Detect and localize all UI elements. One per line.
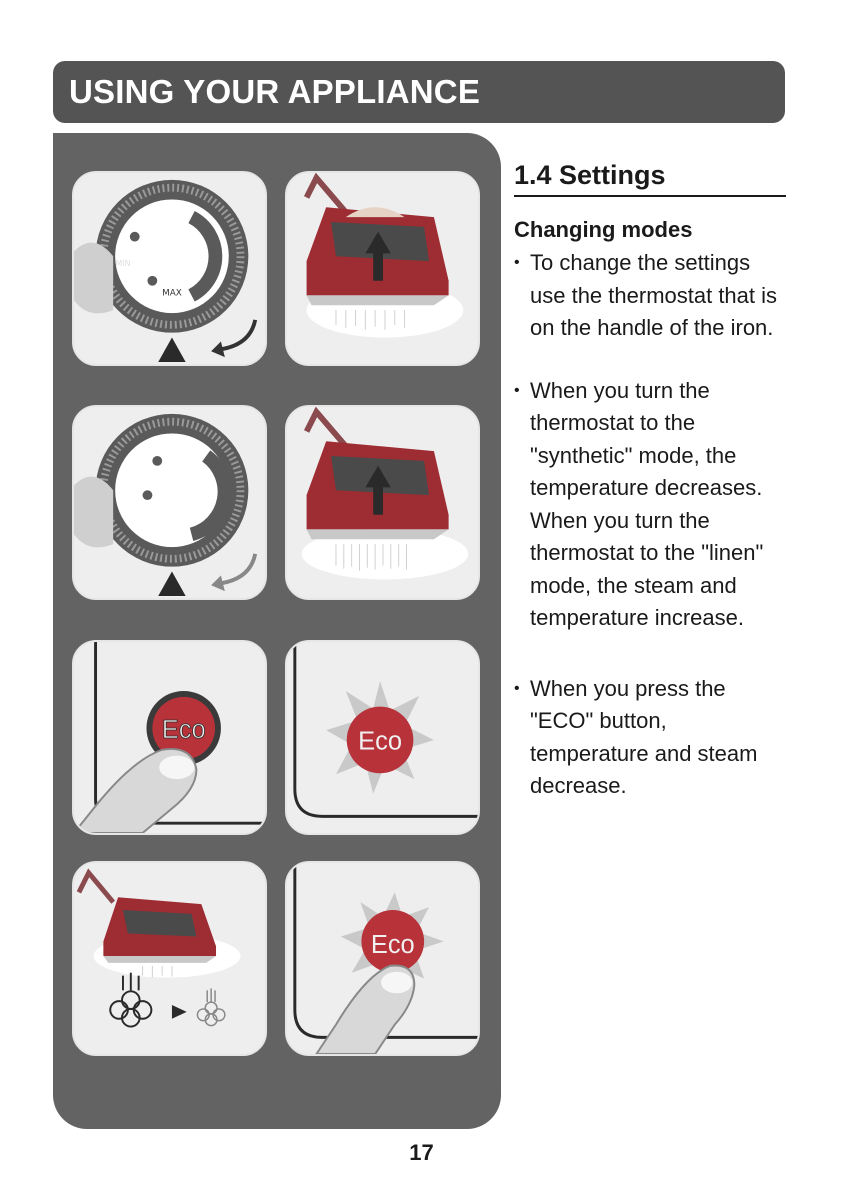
bullet-text: When you turn the thermostat to the "synthetic" mode, the temperature decreases. When you turn the thermostat to the "linen" mode, the steam and temperature increase. [530,377,764,630]
iron-steam-more-image [287,407,478,598]
dial-turn-image [74,173,265,364]
dial-turn-down-image [74,407,265,598]
dial-min-label: MIN [115,259,131,269]
iron-steam-up-image [287,173,478,364]
iron-steam-reduce-illustration [72,861,267,1056]
eco-active-image [287,642,478,833]
illustration-panel [53,133,501,1129]
bullet-item [514,673,780,803]
dial-max-label: MAX [162,288,182,299]
eco-button-label: Eco [161,715,206,744]
page-number: 17 [409,1140,434,1165]
eco-active-illustration [285,640,480,835]
section-header [53,61,785,123]
bullet-text: When you press the "ECO" button, temperature and steam decrease. [530,675,758,798]
iron-steam-reduce-image [74,863,265,1054]
iron-steam-up-illustration [285,171,480,366]
eco-press-image [74,642,265,833]
eco-button-label: Eco [370,931,415,960]
iron-steam-more-illustration [285,405,480,600]
section-title: 1.4 Settings [514,160,786,197]
bullet-icon: • [514,679,520,697]
eco-press-glow-image [287,863,478,1054]
dial-turn-down-illustration [72,405,267,600]
subsection-title: Changing modes [514,217,693,242]
eco-press-glow-illustration [285,861,480,1056]
eco-press-illustration [72,640,267,835]
eco-button-label: Eco [358,727,402,756]
bullet-item [514,375,795,635]
dial-turn-illustration [72,171,267,366]
bullet-icon: • [514,381,520,399]
instructions-column [514,160,814,803]
bullet-text: To change the settings use the thermostat that is on the handle of the iron. [530,250,778,340]
bullet-item [514,247,780,345]
section-header-title: USING YOUR APPLIANCE [69,73,481,110]
bullet-icon: • [514,254,520,271]
